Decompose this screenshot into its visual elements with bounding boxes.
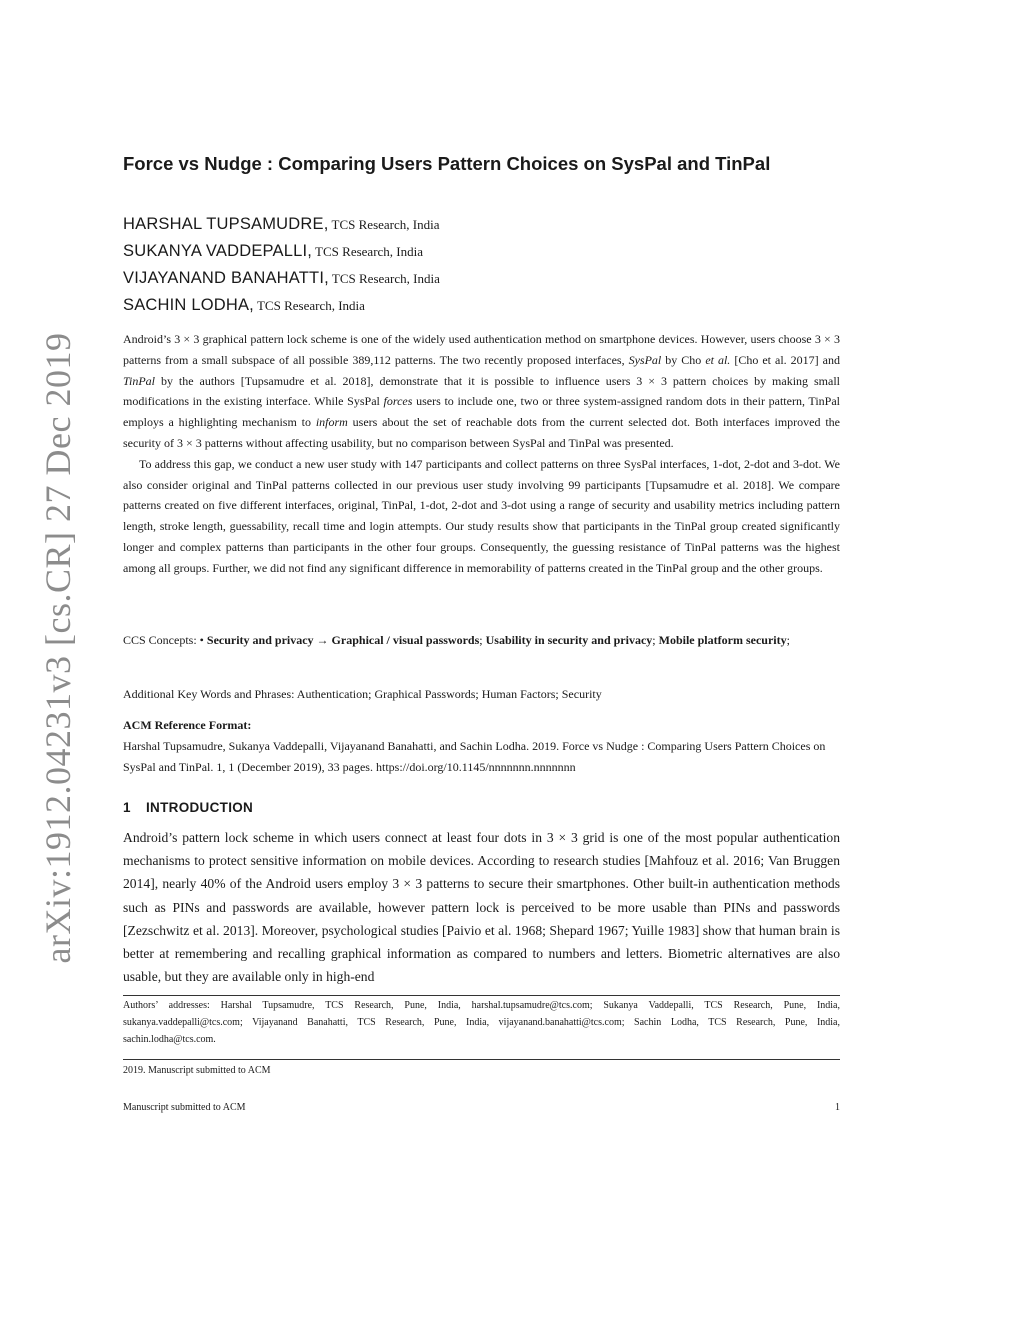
ccs-concepts bbox=[123, 630, 840, 651]
abstract-text: Android’s 3 × 3 graphical pattern lock scheme is one of the widely used authentication method on smartphone devices. However, users choose 3 × 3 patterns from a small subspace of all possible 389,112 patterns. The two recently proposed interfaces, bbox=[123, 332, 840, 367]
section-heading bbox=[123, 800, 840, 815]
ccs-label: CCS Concepts: • bbox=[123, 633, 207, 647]
abstract-text: users to include one, two or three system-assigned random dots in their pattern, TinPal employs a highlighting mechanism to bbox=[123, 394, 840, 430]
abstract-text: by the authors [Tupsamudre et al. 2018], demonstrate that it is possible to influence users 3 × 3 pattern choices by making small modifications in the existing interface. While SysPal bbox=[123, 373, 840, 409]
author-entry bbox=[123, 266, 840, 293]
abstract-paragraph-2: To address this gap, we conduct a new user study with 147 participants and collect patterns on three SysPal interfaces, 1-dot, 2-dot and 3-dot. We also consider original and TinPal patterns collected in our previous user study involving 99 participants [Tupsamudre et al. 2018]. We compare patterns created on five different interfaces, original, TinPal, 1-dot, 2-dot and 3-dot using a range of security and usability metrics including pattern length, stroke length, guessability, recall time and login attempts. Our study results show that participants in the TinPal group created significantly longer and complex patterns than participants in the other four groups. Consequently, the guessing resistance of TinPal patterns was the highest among all groups. Further, we did not find any significant difference in memorability of patterns created in the TinPal group and the other groups. bbox=[123, 456, 840, 575]
intro-paragraph: Android’s pattern lock scheme in which users connect at least four dots in 3 × 3 grid is one of the most popular authentication mechanisms to protect sensitive information on mobile devices. According to research studies [Mahfouz et al. 2016; Van Bruggen 2014], nearly 40% of the Android users employ 3 × 3 patterns to secure their smartphones. Other built-in authentication methods such as PINs and passwords are available, however pattern lock is perceived to be more usable than PINs and passwords [Zezschwitz et al. 2013]. Moreover, psychological studies [Paivio et al. 1968; Shepard 1967; Yuille 1983] show that human brain is better at remembering and recalling graphical information as compared to numbers and letters. Biometric alternatives are also usable, but they are available only in high-end bbox=[123, 830, 840, 985]
author-name: SACHIN LODHA, bbox=[123, 296, 254, 314]
footer-divider bbox=[123, 1059, 840, 1060]
author-name: VIJAYANAND BANAHATTI, bbox=[123, 269, 329, 287]
section-number: 1 bbox=[123, 800, 131, 815]
author-entry bbox=[123, 293, 840, 320]
abstract-emphasis: inform bbox=[315, 415, 348, 430]
abstract-text: by Cho bbox=[661, 352, 706, 367]
ccs-concept: Mobile platform security bbox=[658, 633, 787, 647]
author-affiliation: TCS Research, India bbox=[312, 244, 424, 259]
ccs-separator: ; bbox=[479, 633, 486, 647]
section-title: INTRODUCTION bbox=[146, 800, 254, 815]
abstract-paragraph-1 bbox=[123, 329, 840, 454]
footnote-divider bbox=[123, 995, 840, 996]
author-addresses-footnote: Authors’ addresses: Harshal Tupsamudre, TCS Research, Pune, India, harshal.tupsamudre@tcs.com; Sukanya Vaddepalli, TCS Research, Pune, India, sukanya.vaddepalli@tcs.com; Vijayanand Banahatti, TCS Research, Pune, India, vijayanand.banahatti@tcs.com; Sachin Lodha, TCS Research, Pune, India, sachin.lodha@tcs.com. bbox=[123, 1000, 840, 1046]
abstract-emphasis: forces bbox=[383, 394, 413, 409]
ccs-separator: ; bbox=[652, 633, 659, 647]
ccs-concept: Security and privacy → Graphical / visual passwords bbox=[206, 633, 480, 647]
submission-note: 2019. Manuscript submitted to ACM bbox=[123, 1065, 271, 1076]
footer-venue: Manuscript submitted to ACM bbox=[123, 1102, 246, 1113]
ccs-separator: ; bbox=[786, 633, 790, 647]
abstract-text: [Cho et al. 2017] and bbox=[730, 352, 840, 367]
author-entry bbox=[123, 239, 840, 266]
paper-title: Force vs Nudge : Comparing Users Pattern Choices on SysPal and TinPal bbox=[123, 153, 771, 174]
author-affiliation: TCS Research, India bbox=[328, 217, 440, 232]
acm-reference bbox=[123, 715, 840, 778]
acm-reference-text: Harshal Tupsamudre, Sukanya Vaddepalli, Vijayanand Banahatti, and Sachin Lodha. 2019. Force vs Nudge : Comparing Users Pattern Choices on SysPal and TinPal. 1, 1 (December 2019), 33 pages. https://doi.org/10.1145/nnnnnnn.nnnnnnn bbox=[123, 739, 826, 774]
keywords: Additional Key Words and Phrases: Authentication; Graphical Passwords; Human Factors; Security bbox=[123, 687, 602, 701]
ccs-concept: Usability in security and privacy bbox=[485, 633, 653, 647]
author-affiliation: TCS Research, India bbox=[253, 298, 365, 313]
abstract bbox=[123, 329, 840, 579]
abstract-emphasis: SysPal bbox=[628, 352, 662, 367]
arxiv-stamp: arXiv:1912.04231v3 [cs.CR] 27 Dec 2019 bbox=[38, 332, 78, 964]
acm-reference-heading: ACM Reference Format: bbox=[123, 718, 252, 732]
abstract-text: users about the set of reachable dots from the current selected dot. Both interfaces improved the security of 3 × 3 patterns without affecting usability, but no comparison between SysPal and TinPal was presented. bbox=[123, 415, 840, 450]
abstract-emphasis: et al. bbox=[705, 352, 731, 367]
author-affiliation: TCS Research, India bbox=[328, 271, 440, 286]
paper-page bbox=[123, 0, 840, 1325]
abstract-emphasis: TinPal bbox=[123, 373, 156, 388]
author-name: HARSHAL TUPSAMUDRE, bbox=[123, 215, 329, 233]
author-entry bbox=[123, 212, 840, 239]
page-number: 1 bbox=[835, 1102, 840, 1113]
author-name: SUKANYA VADDEPALLI, bbox=[123, 242, 313, 260]
author-list bbox=[123, 212, 840, 320]
